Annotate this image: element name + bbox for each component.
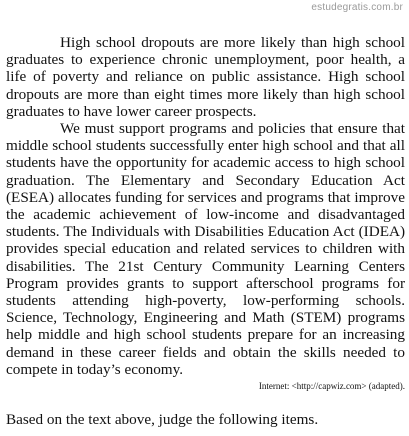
question-prompt: Based on the text above, judge the following items.: [6, 411, 319, 428]
article-source: Internet: <http://capwiz.com> (adapted).: [258, 381, 405, 392]
site-watermark: estudegratis.com.br: [311, 2, 403, 13]
article-text: [6, 34, 405, 392]
article-paragraph-1: High school dropouts are more likely than high school graduates to experience chronic unemployment, poor health, a life of poverty and reliance on public assistance. High school dropouts are more than eight times more likely than high school graduates to have lower career prospects.: [6, 34, 405, 120]
article-paragraph-2: We must support programs and policies that ensure that middle school students successfully enter high school and that all students have the opportunity for academic access to high school graduation. The Elementary and Secondary Education Act (ESEA) allocates funding for services and programs that improve the academic achievement of low-income and disadvantaged students. The Individuals with Disabilities Education Act (IDEA) provides special education and related services to children with disabilities. The 21st Century Community Learning Centers Program provides grants to support afterschool programs for students attending high-poverty, low-performing schools. Science, Technology, Engineering and Math (STEM) programs help middle and high school students prepare for an increasing demand in these career fields and obtain the skills needed to compete in today’s economy.: [6, 120, 405, 378]
